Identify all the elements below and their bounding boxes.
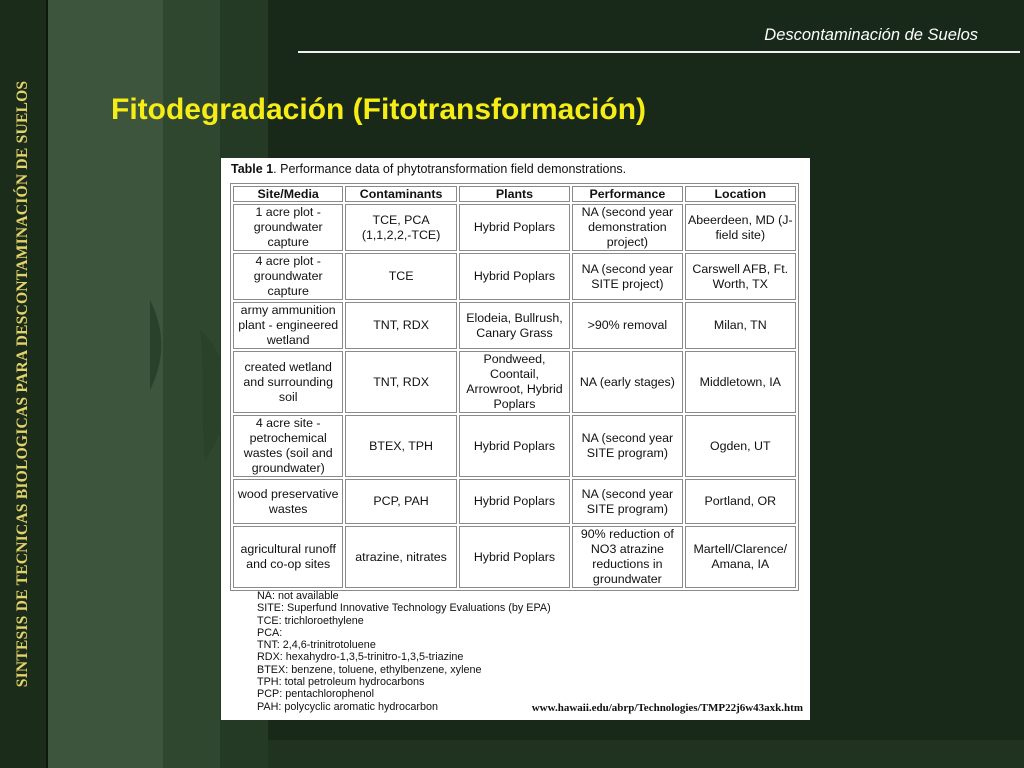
- table-cell: Pondweed, Coontail, Arrowroot, Hybrid Poplars: [459, 351, 570, 413]
- table-cell: agricultural runoff and co-op sites: [233, 526, 343, 588]
- note-line: SITE: Superfund Innovative Technology Evaluations (by EPA): [257, 602, 551, 615]
- note-line: PCP: pentachlorophenol: [257, 688, 375, 701]
- table-cell: Carswell AFB, Ft. Worth, TX: [685, 253, 796, 300]
- slide-title: Fitodegradación (Fitotransformación): [111, 93, 647, 126]
- table-cell: Portland, OR: [685, 479, 796, 524]
- table-cell: 90% reduction of NO3 atrazine reductions in groundwater: [572, 526, 682, 588]
- table-row: [233, 302, 796, 349]
- table-cell: Ogden, UT: [685, 415, 796, 477]
- column-header: Location: [685, 186, 796, 202]
- caption-label: Table 1: [231, 162, 274, 176]
- table-cell: Elodeia, Bullrush, Canary Grass: [459, 302, 570, 349]
- table-cell: TNT, RDX: [345, 351, 456, 413]
- note-line: TPH: total petroleum hydrocarbons: [257, 676, 425, 689]
- header-divider: [298, 51, 1020, 53]
- note-line: TCE: trichloroethylene: [257, 614, 364, 627]
- table-row: [233, 253, 796, 300]
- table-cell: TCE, PCA (1,1,2,2,-TCE): [345, 204, 456, 251]
- table-cell: Milan, TN: [685, 302, 796, 349]
- table-cell: TCE: [345, 253, 456, 300]
- table-row: [233, 526, 796, 588]
- performance-table: [230, 183, 799, 591]
- note-line: TNT: 2,4,6-trinitrotoluene: [257, 639, 376, 652]
- table-cell: PCP, PAH: [345, 479, 456, 524]
- table-cell: army ammunition plant - engineered wetland: [233, 302, 343, 349]
- table-cell: Hybrid Poplars: [459, 479, 570, 524]
- note-line: RDX: hexahydro-1,3,5-trinitro-1,3,5-triazine: [257, 651, 464, 664]
- table-cell: Abeerdeen, MD (J-field site): [685, 204, 796, 251]
- column-header: Contaminants: [345, 186, 456, 202]
- table-cell: 4 acre plot - groundwater capture: [233, 253, 343, 300]
- column-header: Site/Media: [233, 186, 343, 202]
- vertical-title-strip: [0, 0, 48, 768]
- table-cell: NA (second year SITE program): [572, 479, 682, 524]
- table-cell: >90% removal: [572, 302, 682, 349]
- table-row: [233, 351, 796, 413]
- table-cell: Hybrid Poplars: [459, 415, 570, 477]
- table-cell: NA (second year demonstration project): [572, 204, 682, 251]
- slide-subtitle: Descontaminación de Suelos: [764, 26, 978, 44]
- vertical-title: SINTESIS DE TECNICAS BIOLOGICAS PARA DESCONTAMINACIÓN DE SUELOS: [14, 80, 31, 688]
- note-line: NA: not available: [257, 590, 339, 602]
- table-cell: NA (second year SITE program): [572, 415, 682, 477]
- table-cell: TNT, RDX: [345, 302, 456, 349]
- note-line: BTEX: benzene, toluene, ethylbenzene, xylene: [257, 663, 482, 676]
- table-cell: Middletown, IA: [685, 351, 796, 413]
- table-cell: wood preservative wastes: [233, 479, 343, 524]
- note-line: PCA:: [257, 626, 283, 639]
- column-header: Plants: [459, 186, 570, 202]
- table-cell: atrazine, nitrates: [345, 526, 456, 588]
- table-cell: BTEX, TPH: [345, 415, 456, 477]
- table-cell: Hybrid Poplars: [459, 253, 570, 300]
- source-url: www.hawaii.edu/abrp/Technologies/TMP22j6w43axk.htm: [531, 702, 803, 714]
- table-cell: Hybrid Poplars: [459, 526, 570, 588]
- table-row: [233, 415, 796, 477]
- column-header: Performance: [572, 186, 682, 202]
- table-cell: created wetland and surrounding soil: [233, 351, 343, 413]
- table-header-row: [233, 186, 796, 202]
- table-row: [233, 479, 796, 524]
- table-cell: 4 acre site - petrochemical wastes (soil and groundwater): [233, 415, 343, 477]
- table-cell: 1 acre plot - groundwater capture: [233, 204, 343, 251]
- note-line: PAH: polycyclic aromatic hydrocarbon: [257, 700, 439, 713]
- table-figure: [221, 158, 810, 720]
- table-row: [233, 204, 796, 251]
- table-cell: Hybrid Poplars: [459, 204, 570, 251]
- table-cell: NA (early stages): [572, 351, 682, 413]
- table-cell: NA (second year SITE project): [572, 253, 682, 300]
- table-caption: [231, 162, 626, 176]
- abbreviation-notes: [257, 590, 551, 713]
- table-cell: Martell/Clarence/ Amana, IA: [685, 526, 796, 588]
- caption-text: . Performance data of phytotransformation field demonstrations.: [273, 162, 627, 176]
